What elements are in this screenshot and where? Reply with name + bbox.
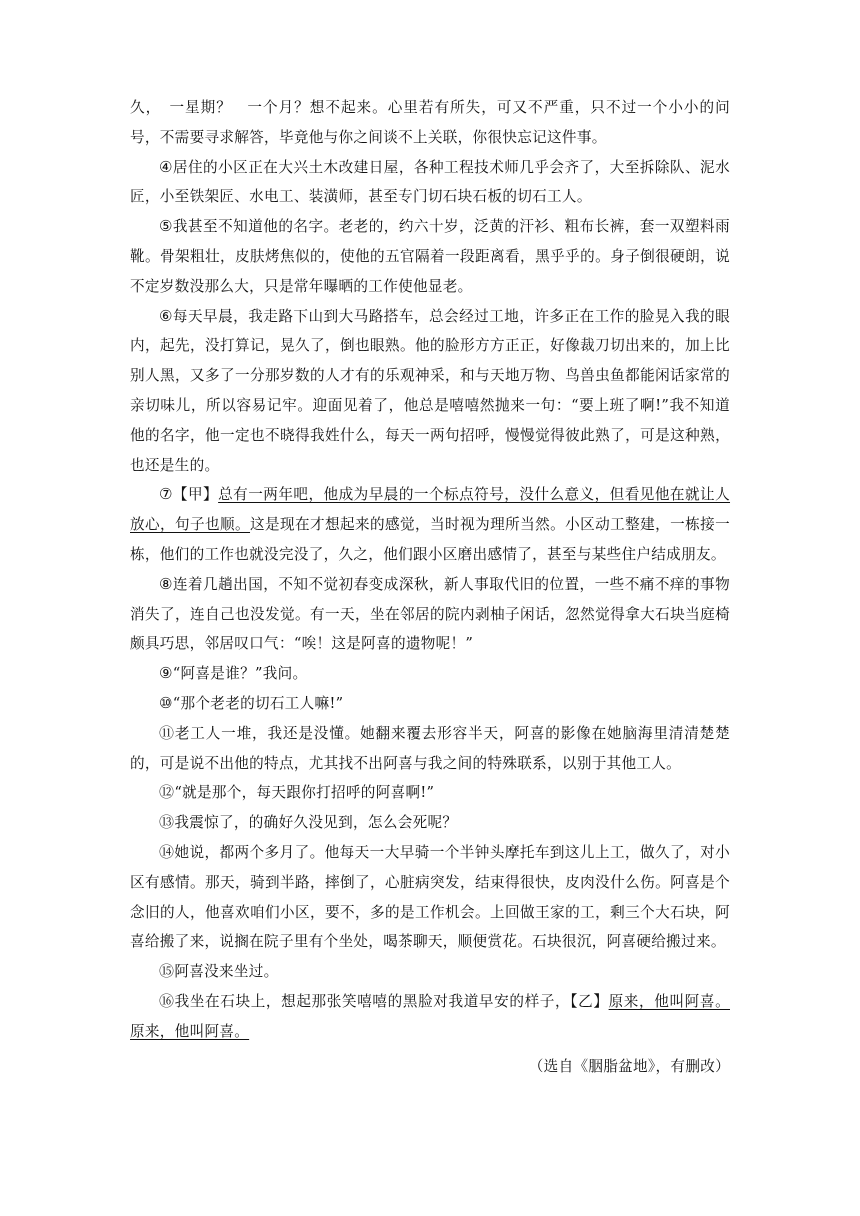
underlined-sentence: 原来，他叫阿喜。原来，他叫阿喜。 — [130, 992, 730, 1040]
article-page — [130, 93, 730, 1081]
paragraph-text: 【甲】 — [172, 486, 219, 504]
paragraph-p6 — [130, 302, 730, 481]
paragraph-p-continued — [130, 93, 730, 153]
paragraph-number: ⑦ — [159, 485, 173, 504]
paragraph-text: 我甚至不知道他的名字。老老的，约六十岁，泛黄的汗衫、粗布长裤，套一双塑料雨靴。骨架粗壮，皮肤烤焦似的，使他的五官隔着一段距离看，黑乎乎的。身子倒很硬朗，说不定岁数没那么大，只是常年曝晒的工作使他显老。 — [130, 218, 730, 295]
article-body — [130, 93, 730, 1047]
paragraph-text: “就是那个，每天跟你打招呼的阿喜啊!” — [174, 784, 435, 802]
paragraph-p8 — [130, 570, 730, 659]
paragraph-text: 居住的小区正在大兴土木改建日屋，各种工程技术师几乎会齐了，大至拆除队、泥水匠，小至铁架匠、水电工、装潢师，甚至专门切石块石板的切石工人。 — [130, 158, 730, 206]
paragraph-p13 — [130, 808, 730, 838]
paragraph-number: ⑮ — [159, 962, 175, 981]
paragraph-text: “那个老老的切石工人嘛!” — [172, 694, 344, 712]
paragraph-number: ⑥ — [159, 306, 173, 325]
paragraph-text: 这是现在才想起来的感觉，当时视为理所当然。小区动工整建，一栋接一栋，他们的工作也就没完没了，久之，他们跟小区磨出感情了，甚至与某些住户结成朋友。 — [130, 516, 730, 563]
paragraph-number: ⑩ — [159, 693, 173, 712]
paragraph-p10 — [130, 689, 730, 719]
paragraph-number: ⑬ — [159, 813, 175, 832]
paragraph-p14 — [130, 838, 730, 957]
paragraph-text: 我震惊了，的确好久没见到，怎么会死呢？ — [174, 814, 458, 832]
paragraph-number: ⑪ — [159, 723, 175, 742]
paragraph-p5 — [130, 212, 730, 301]
paragraph-text: 每天早晨，我走路下山到大马路搭车，总会经过工地，许多正在工作的脸晃入我的眼内，起先，没打算记，晃久了，倒也眼熟。他的脸形方方正正，好像裁刀切出来的，加上比别人黑，又多了一分那岁数的人才有的乐观神采，和与天地万物、鸟兽虫鱼都能闲话家常的亲切味儿，所以容易记牢。迎面见着了，他总是嘻嘻然抛来一句：“要上班了啊!”我不知道他的名字，他一定也不晓得我姓什么，每天一两句招呼，慢慢觉得彼此熟了，可是这种熟，也还是生的。 — [130, 307, 730, 474]
paragraph-text: 久， 一星期？ 一个月？想不起来。心里若有所失，可又不严重，只不过一个小小的问号，不需要寻求解答，毕竟他与你之间谈不上关联，你很快忘记这件事。 — [130, 99, 730, 146]
paragraph-p9 — [130, 659, 730, 689]
paragraph-number: ④ — [159, 157, 173, 176]
paragraph-number: ⑯ — [159, 991, 175, 1010]
paragraph-number: ⑨ — [159, 664, 173, 683]
paragraph-number: ⑤ — [159, 217, 173, 236]
paragraph-number: ⑫ — [159, 783, 175, 802]
source-note: （选自《胭脂盆地》，有删改） — [528, 1057, 730, 1075]
paragraph-text: 老工人一堆，我还是没懂。她翻来覆去形容半天，阿喜的影像在她脑海里清清楚楚的，可是说不出他的特点，尤其找不出阿喜与我之间的特殊联系，以别于其他工人。 — [130, 724, 730, 772]
paragraph-number: ⑧ — [159, 574, 173, 593]
paragraph-text: 【乙】 — [570, 992, 609, 1010]
paragraph-p15 — [130, 957, 730, 987]
paragraph-text: 我坐在石块上，想起那张笑嘻嘻的黑脸对我道早安的样子， — [174, 992, 571, 1010]
paragraph-text: 连着几趟出国，不知不觉初春变成深秋，新人事取代旧的位置，一些不痛不痒的事物消失了，连自己也没发觉。有一天，坐在邻居的院内剥柚子闲话，忽然觉得拿大石块当庭椅颇具巧思，邻居叹口气：“唉！这是阿喜的遗物呢！” — [130, 575, 730, 653]
paragraph-p12 — [130, 778, 730, 808]
paragraph-number: ⑭ — [159, 842, 175, 861]
paragraph-text: “阿喜是谁？”我问。 — [172, 665, 308, 683]
paragraph-p7 — [130, 480, 730, 569]
underlined-sentence: 总有一两年吧，他成为早晨的一个标点符号，没什么意义，但看见他在就让人放心，句子也顺。 — [130, 486, 731, 534]
paragraph-p16 — [130, 987, 730, 1047]
paragraph-p4 — [130, 153, 730, 213]
paragraph-p11 — [130, 719, 730, 779]
paragraph-text: 她说，都两个多月了。他每天一大早骑一个半钟头摩托车到这儿上工，做久了，对小区有感情。那天，骑到半路，摔倒了，心脏病突发，结束得很快，皮肉没什么伤。阿喜是个念旧的人，他喜欢咱们小区，要不，多的是工作机会。上回做王家的工，剩三个大石块，阿喜给搬了来，说搁在院子里有个坐处，喝茶聊天，顺便赏花。石块很沉，阿喜硬给搬过来。 — [130, 843, 730, 951]
paragraph-text: 阿喜没来坐过。 — [174, 963, 279, 981]
